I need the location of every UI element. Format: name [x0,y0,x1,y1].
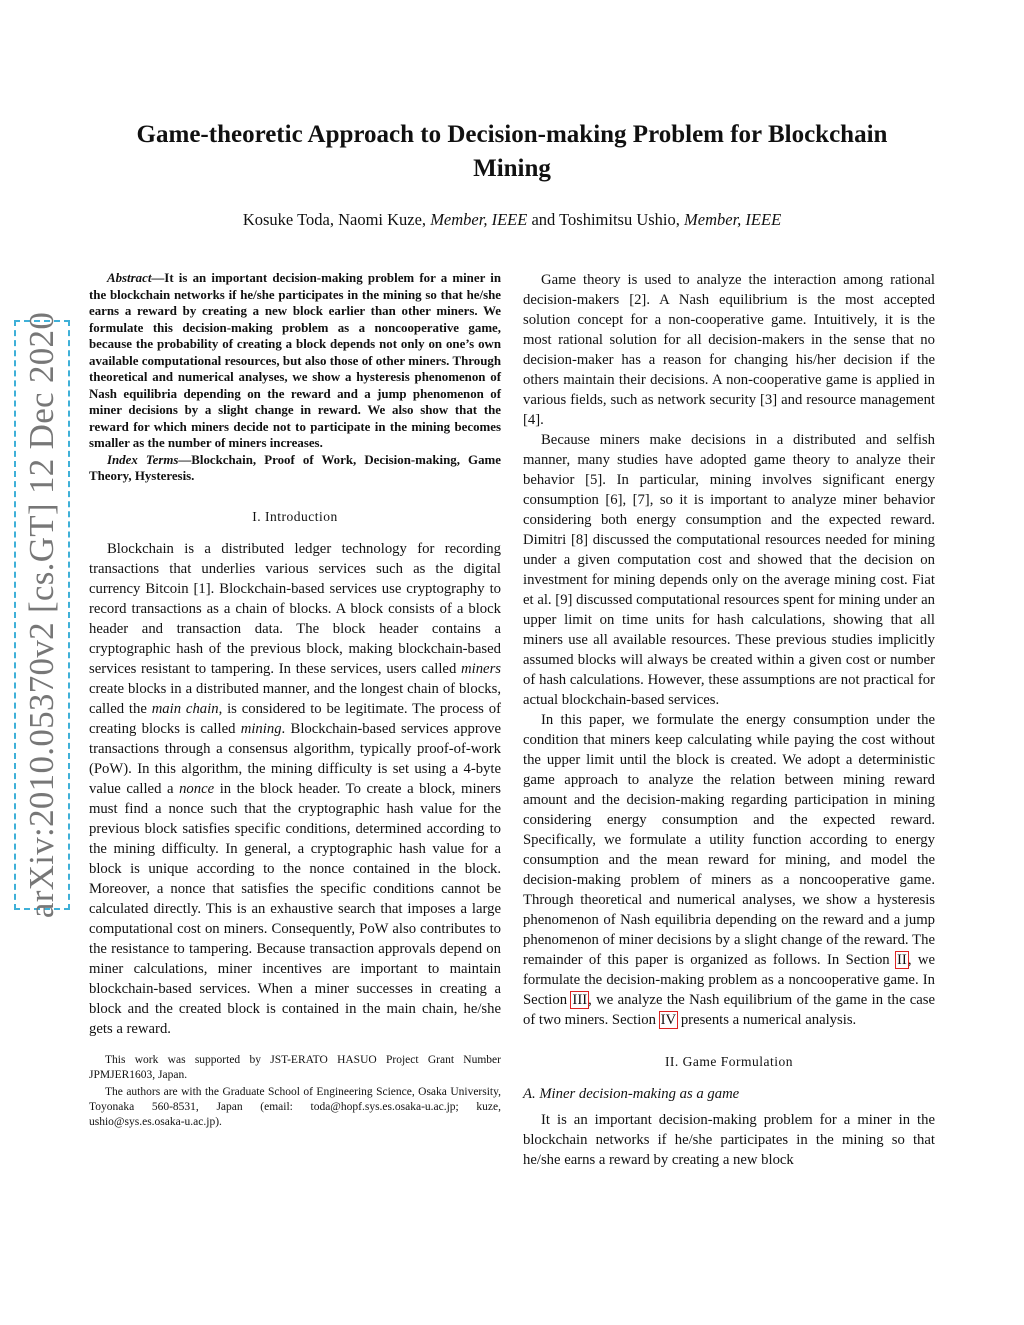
p3-text-b: , we formulate the decision-making problem as a noncooperative game. In Section [523,952,935,1008]
section-link-IV[interactable]: IV [660,1012,677,1028]
term-miners: miners [461,660,501,677]
right-paragraph-1: Game theory is used to analyze the interaction among rational decision-makers [2]. A Nash equilibrium is the most accepted solution concept for a non-cooperative game. Intuitively, it is the most rational solution for all decision-makers in the sense that no decision-maker has a reason for changing his/her decision if the others maintain their decisions. A non-cooperative game is applied in various fields, such as network security [3] and resource management [4]. [523,272,935,428]
arxiv-id[interactable]: arXiv:2010.05370v2 [cs.GT] 12 Dec 2020 [22,311,61,919]
right-paragraph-4: It is an important decision-making problem for a miner in the blockchain networks if he/she participates in the mining so that he/she earns a reward by creating a new block [523,1112,935,1168]
abstract [89,270,501,485]
footnote-affiliation: The authors are with the Graduate School of Engineering Science, Osaka University, Toyonaka 560-8531, Japan (email: toda@hopf.sys.es.osaka-u.ac.jp; kuze, ushio@sys.es.osaka-u.ac.jp). [89,1085,501,1128]
author-names-2: and Toshimitsu Ushio, [527,210,685,229]
intro-text-e: in the block header. To create a block, miners must find a nonce such that the cryptographic hash value for the previous block satisfies specific conditions, determined according to the mining difficulty. In general, a cryptographic hash value for a block is unique according to the nonce contained in the block. Moreover, a nonce that satisfies the specific conditions cannot be calculated directly. This is an exhaustive search that imposes a large computational cost on miners. Consequently, PoW also contributes to the resistance to tampering. Because transaction approvals depend on miner calculations, miner incentives are important to maintain blockchain-based services. When a miner successes in creating a block and the created block is contained in the main chain, he/she gets a reward. [89,780,501,1037]
paper-title: Game-theoretic Approach to Decision-making Problem for Blockchain Mining [136,121,888,182]
term-mining: mining [240,720,282,737]
footnotes [89,1053,501,1130]
abstract-label: Abstract [107,271,152,285]
index-terms-text: Blockchain, Proof of Work, Decision-making, Game Theory, Hysteresis. [89,452,501,483]
p3-text-c: , we analyze the Nash equilibrium of the game in the case of two miners. Section [523,992,935,1028]
right-column [523,270,935,1170]
term-main-chain: main chain [151,700,219,717]
index-terms-label: Index Terms [107,452,179,467]
intro-text-a: Blockchain is a distributed ledger technology for recording transactions that underlies various services such as the digital currency Bitcoin [1]. Blockchain-based services use cryptography to record transactions as a chain of blocks. A block consists of a block header and transaction data. The block header contains a cryptographic hash of the previous block, making blockchain-based services resistant to tampering. In these services, users called [89,540,501,677]
subsection-heading-a: A. Miner decision-making as a game [523,1086,740,1102]
left-column [89,270,501,1132]
term-nonce: nonce [179,780,215,797]
index-terms-dash: — [178,452,192,467]
p3-text-d: presents a numerical analysis. [677,1012,857,1028]
right-paragraph-3 [523,710,935,1030]
abstract-dash: — [151,271,165,285]
section-heading-game-formulation: II. Game Formulation [664,1054,794,1069]
author-role-2: Member, IEEE [684,210,782,229]
section-link-III[interactable]: III [572,992,588,1008]
intro-text-b: create blocks in a distributed manner, and the longest chain of blocks, called the [89,680,501,717]
abstract-paragraph [89,270,501,452]
section-heading-introduction: I. Introduction [252,508,338,524]
intro-text-c: , is considered to be legitimate. The process of creating blocks is called [89,700,501,737]
section-link-II[interactable]: II [897,952,907,968]
index-terms-paragraph [89,452,501,485]
arxiv-stamp[interactable] [14,311,70,919]
author-role-1: Member, IEEE [430,210,528,229]
right-paragraph-2: Because miners make decisions in a distributed and selfish manner, many studies have adopted game theory to analyze their behavior [5]. In particular, mining involves significant energy consumption [6], [7], so it is important to analyze miner behavior considering both energy consumption and the expected reward. Dimitri [8] discussed the computational resources needed for mining under a given computation cost and showed that the decision on investment for mining depends only on the average mining cost. Fiat et al. [9] discussed computational resources spent for mining under an upper limit on time units for hash calculations, showing that all miners use all available resources. These previous studies implicitly assumed blocks will always be created within a given cost or number of hash calculations. However, these assumptions are not practical for actual blockchain-based services. [523,432,935,708]
author-names-1: Kosuke Toda, Naomi Kuze, [242,210,431,229]
p3-text-a: In this paper, we formulate the energy consumption under the condition that miners keep calculating while paying the cost without the upper limit until the block is created. We adopt a deterministic game approach to analyze the relation between mining reward amount and the decision-making regarding participation in mining considering energy consumption and the expected reward. Specifically, we formulate a utility function according to energy consumption and the mean reward for mining, and model the decision-making problem of miners as a noncooperative game. Through theoretical and numerical analyses, we show a hysteresis phenomenon of Nash equilibria depending on the reward and a jump phenomenon of miner decisions by a slight change of the reward. The remainder of this paper is organized as follows. In Section [523,712,935,968]
introduction-paragraph [89,539,501,1039]
intro-text-d: . Blockchain-based services approve transactions through a consensus algorithm, typically proof-of-work (PoW). In this algorithm, the mining difficulty is set using a 4-byte value called a [89,720,501,797]
abstract-text: It is an important decision-making problem for a miner in the blockchain networks if he/she participates in the mining so that he/she earns a reward by creating a new block earlier than other miners. We formulate this decision-making problem as a noncooperative game, because the probability of creating a block depends not only on one’s own available computational resources, but also those of other miners. Through theoretical and numerical analyses, we show a hysteresis phenomenon of Nash equilibria depending on the reward and a jump phenomenon of miner decisions by a slight change in reward. We also show that the reward for which miners decide not to participate in the mining becomes smaller as the number of miners increases. [89,271,501,450]
footnote-funding: This work was supported by JST-ERATO HASUO Project Grant Number JPMJER1603, Japan. [89,1053,501,1081]
author-line [120,210,904,230]
